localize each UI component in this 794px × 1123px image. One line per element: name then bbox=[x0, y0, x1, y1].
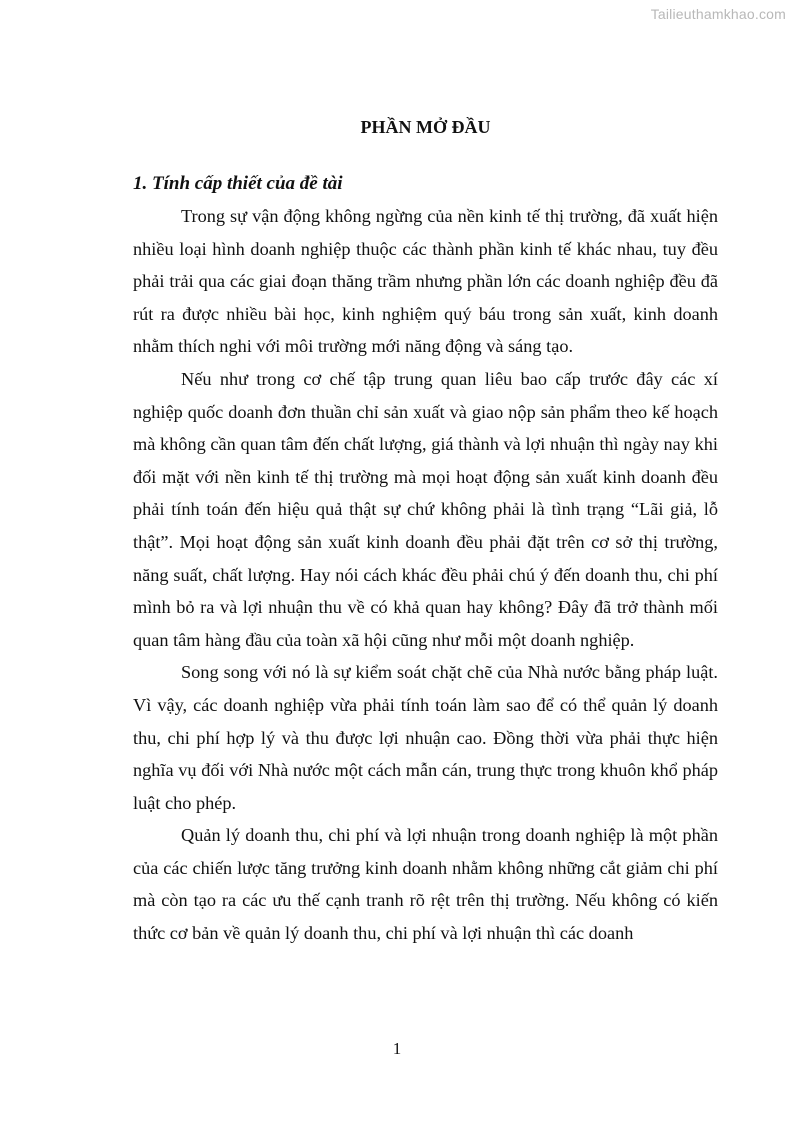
watermark-text: Tailieuthamkhao.com bbox=[650, 6, 786, 22]
page-heading: PHẦN MỞ ĐẦU bbox=[360, 117, 491, 137]
page-number: 1 bbox=[392, 1039, 402, 1058]
paragraph-4: Quản lý doanh thu, chi phí và lợi nhuận trong doanh nghiệp là một phần của các chiến lược tăng trưởng kinh doanh nhằm không những cắt giảm chi phí mà còn tạo ra các ưu thế cạnh tranh rõ rệt trên thị trường. Nếu không có kiến thức cơ bản về quản lý doanh thu, chi phí và lợi nhuận thì các doanh bbox=[133, 825, 718, 944]
document-body bbox=[133, 112, 718, 950]
section-title: 1. Tính cấp thiết của đề tài bbox=[133, 173, 343, 194]
paragraph-1: Trong sự vận động không ngừng của nền kinh tế thị trường, đã xuất hiện nhiều loại hình doanh nghiệp thuộc các thành phần kinh tế khác nhau, tuy đều phải trải qua các giai đoạn thăng trầm nhưng phần lớn các doanh nghiệp đều đã rút ra được nhiều bài học, kinh nghiệm quý báu trong sản xuất, kinh doanh nhằm thích nghi với môi trường mới năng động và sáng tạo. bbox=[133, 206, 718, 357]
paragraph-2: Nếu như trong cơ chế tập trung quan liêu bao cấp trước đây các xí nghiệp quốc doanh đơn thuần chỉ sản xuất và giao nộp sản phẩm theo kế hoạch mà không cần quan tâm đến chất lượng, giá thành và lợi nhuận thì ngày nay khi đối mặt với nền kinh tế thị trường mà mọi hoạt động sản xuất kinh doanh đều phải tính toán đến hiệu quả thật sự chứ không phải là tình trạng “Lãi giả, lỗ thật”. Mọi hoạt động sản xuất kinh doanh đều phải đặt trên cơ sở thị trường, năng suất, chất lượng. Hay nói cách khác đều phải chú ý đến doanh thu, chi phí mình bỏ ra và lợi nhuận thu về có khả quan hay không? Đây đã trở thành mối quan tâm hàng đầu của toàn xã hội cũng như mỗi một doanh nghiệp. bbox=[133, 368, 718, 650]
paragraph-3: Song song với nó là sự kiểm soát chặt chẽ của Nhà nước bằng pháp luật. Vì vậy, các doanh nghiệp vừa phải tính toán làm sao để có thể quản lý doanh thu, chi phí hợp lý và thu được lợi nhuận cao. Đồng thời vừa phải thực hiện nghĩa vụ đối với Nhà nước một cách mẫn cán, trung thực trong khuôn khổ pháp luật cho phép. bbox=[133, 662, 718, 813]
